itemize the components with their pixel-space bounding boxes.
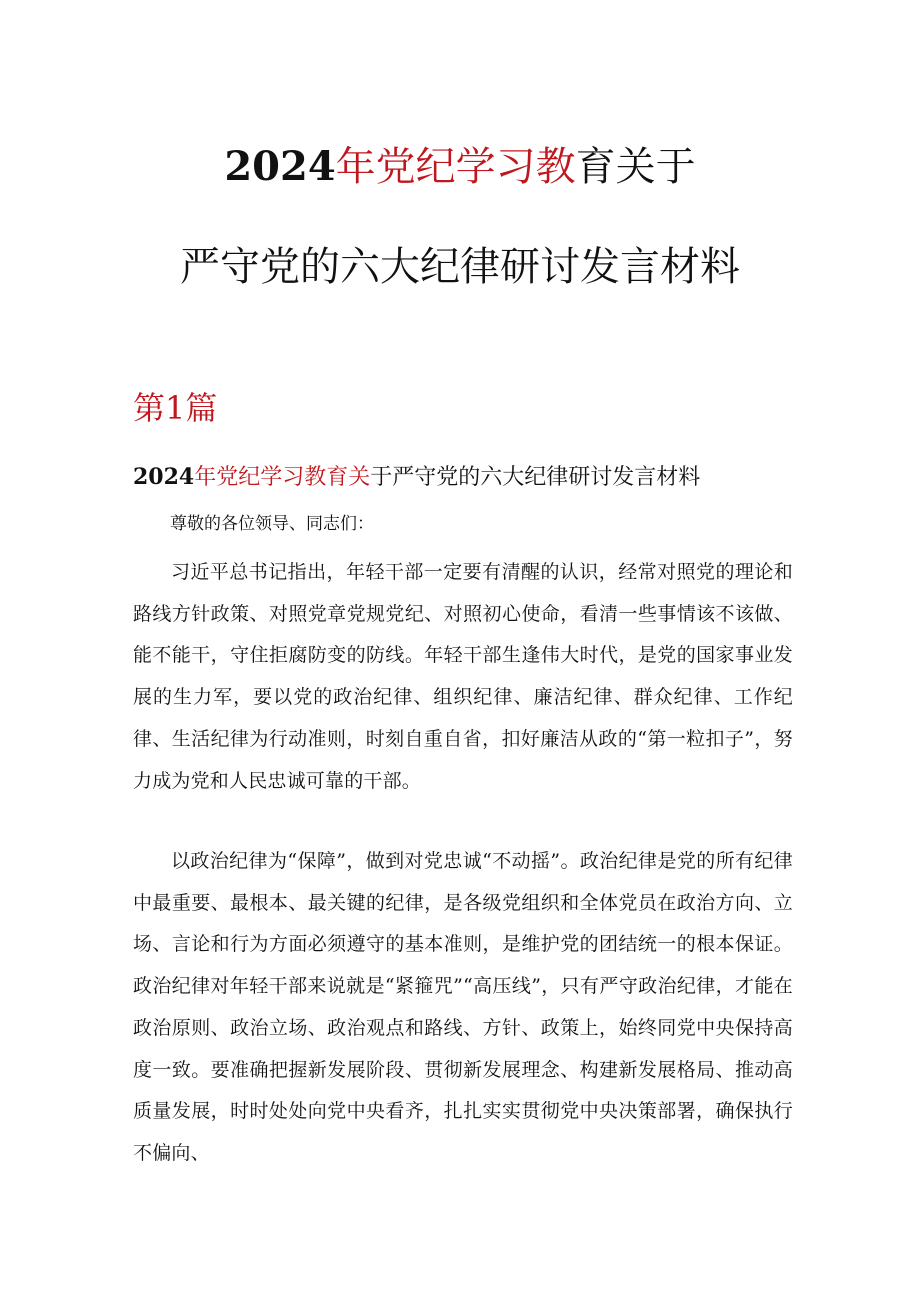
body-paragraph: 习近平总书记指出，年轻干部一定要有清醒的认识，经常对照党的理论和路线方针政策、对照党章党规党纪、对照初心使命，看清一些事情该不该做、能不能干，守住拒腐防变的防线。年轻干部生逢伟大时代，是党的国家事业发展的生力军，要以党的政治纪律、组织纪律、廉洁纪律、群众纪律、工作纪律、生活纪律为行动准则，时刻自重自省，扣好廉洁从政的“第一粒扣子”，努力成为党和人民忠诚可靠的干部。 xyxy=(133,561,793,792)
subtitle-year: 2024 xyxy=(133,464,195,490)
section-heading: 第1篇 xyxy=(133,389,218,427)
greeting: 尊敬的各位领导、同志们： xyxy=(170,514,374,534)
document-title-line-2: 严守党的六大纪律研讨发言材料 xyxy=(180,244,740,290)
subtitle-black-text: 于严守党的六大纪律研讨发言材料 xyxy=(370,465,701,490)
article-subtitle xyxy=(133,460,700,495)
title-black-text: 育关于 xyxy=(575,144,696,190)
document-title-line-1 xyxy=(0,142,920,192)
title-red-text: 年党纪学习教 xyxy=(335,144,576,190)
body-paragraph: 以政治纪律为“保障”，做到对党忠诚“不动摇”。政治纪律是党的所有纪律中最重要、最根本、最关键的纪律，是各级党组织和全体党员在政治方向、立场、言论和行为方面必须遵守的基本准则，是维护党的团结统一的根本保证。政治纪律对年轻干部来说就是“紧箍咒”“高压线”，只有严守政治纪律，才能在政治原则、政治立场、政治观点和路线、方针、政策上，始终同党中央保持高度一致。要准确把握新发展阶段、贯彻新发展理念、构建新发展格局、推动高质量发展，时时处处向党中央看齐，扎扎实实贯彻党中央决策部署，确保执行不偏向、 xyxy=(133,850,793,1164)
title-year: 2024 xyxy=(224,143,336,190)
subtitle-red-text: 年党纪学习教育关 xyxy=(194,465,371,490)
